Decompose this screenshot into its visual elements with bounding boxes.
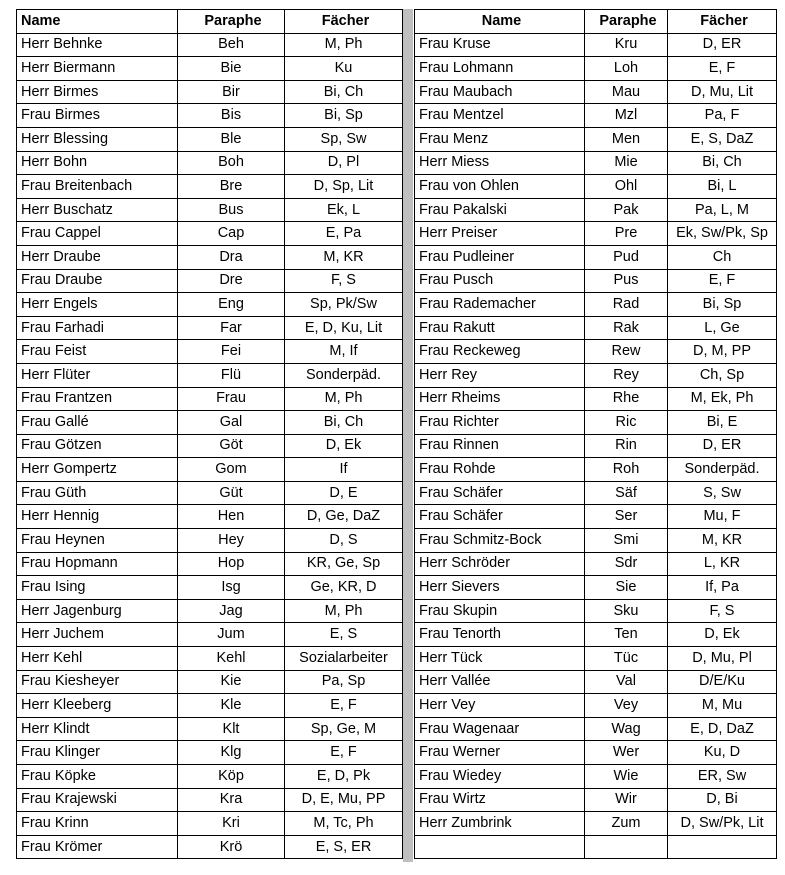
- teacher-subjects: Bi, Ch: [285, 411, 403, 435]
- teacher-name: Herr Hennig: [17, 505, 178, 529]
- teacher-name: Frau Schmitz-Bock: [415, 529, 585, 553]
- teacher-subjects: M, KR: [668, 529, 777, 553]
- teacher-name: Frau Pakalski: [415, 198, 585, 222]
- teacher-name: Frau Wiedey: [415, 765, 585, 789]
- teacher-paraphe: Rin: [585, 434, 668, 458]
- teacher-name: Herr Birmes: [17, 80, 178, 104]
- teacher-subjects: M, Ek, Ph: [668, 387, 777, 411]
- table-row: [415, 151, 777, 175]
- teacher-name: Frau Breitenbach: [17, 175, 178, 199]
- teacher-subjects: D, S: [285, 529, 403, 553]
- teacher-paraphe: Zum: [585, 812, 668, 836]
- table-row: [415, 481, 777, 505]
- teacher-paraphe: Wie: [585, 765, 668, 789]
- teacher-name: Frau Werner: [415, 741, 585, 765]
- table-row: [17, 529, 403, 553]
- teacher-name: Frau Schäfer: [415, 481, 585, 505]
- teacher-paraphe: Vey: [585, 694, 668, 718]
- teacher-name: Herr Engels: [17, 293, 178, 317]
- teacher-name: Frau Kiesheyer: [17, 670, 178, 694]
- teacher-name: Frau Krajewski: [17, 788, 178, 812]
- teacher-subjects: D, ER: [668, 33, 777, 57]
- teacher-subjects: E, Pa: [285, 222, 403, 246]
- teacher-name: Herr Rheims: [415, 387, 585, 411]
- teacher-name: Frau Heynen: [17, 529, 178, 553]
- teacher-name: Frau Krinn: [17, 812, 178, 836]
- table-row: [415, 198, 777, 222]
- teacher-subjects: E, F: [285, 741, 403, 765]
- table-row: [415, 175, 777, 199]
- table-row: [415, 741, 777, 765]
- teacher-name: Herr Tück: [415, 647, 585, 671]
- table-body-left: [17, 33, 403, 859]
- teacher-paraphe: Göt: [178, 434, 285, 458]
- header-row: [415, 10, 777, 34]
- table-row: [415, 127, 777, 151]
- teacher-paraphe: Säf: [585, 481, 668, 505]
- teacher-subjects: E, D, Pk: [285, 765, 403, 789]
- teacher-paraphe: Rad: [585, 293, 668, 317]
- table-row: [415, 647, 777, 671]
- table-row: [415, 434, 777, 458]
- teacher-subjects: D, Pl: [285, 151, 403, 175]
- teacher-paraphe: Flü: [178, 363, 285, 387]
- teacher-subjects: D, Ek: [668, 623, 777, 647]
- teacher-paraphe: Gom: [178, 458, 285, 482]
- teacher-name: Herr Preiser: [415, 222, 585, 246]
- table-row: [17, 481, 403, 505]
- table-row: [17, 835, 403, 859]
- table-row: [415, 293, 777, 317]
- teacher-subjects: E, S, DaZ: [668, 127, 777, 151]
- teacher-subjects: E, F: [285, 694, 403, 718]
- teacher-name: Herr Miess: [415, 151, 585, 175]
- teacher-paraphe: Mau: [585, 80, 668, 104]
- table-row: [415, 316, 777, 340]
- teacher-subjects: M, Ph: [285, 33, 403, 57]
- teacher-name: Frau Wagenaar: [415, 717, 585, 741]
- teacher-list: [16, 9, 776, 862]
- teacher-paraphe: Ble: [178, 127, 285, 151]
- teacher-subjects: E, F: [668, 269, 777, 293]
- table-row: [17, 269, 403, 293]
- table-row: [415, 411, 777, 435]
- teacher-name: Frau Maubach: [415, 80, 585, 104]
- teacher-subjects: D, Sw/Pk, Lit: [668, 812, 777, 836]
- teacher-name: Frau Götzen: [17, 434, 178, 458]
- teacher-paraphe: Güt: [178, 481, 285, 505]
- teacher-subjects: Ku: [285, 57, 403, 81]
- teacher-subjects: Mu, F: [668, 505, 777, 529]
- teacher-paraphe: Kri: [178, 812, 285, 836]
- teacher-paraphe: [585, 835, 668, 859]
- teacher-paraphe: Wag: [585, 717, 668, 741]
- teacher-name: Frau Mentzel: [415, 104, 585, 128]
- teacher-subjects: M, Tc, Ph: [285, 812, 403, 836]
- teacher-paraphe: Kru: [585, 33, 668, 57]
- table-row: [17, 741, 403, 765]
- teacher-paraphe: Kle: [178, 694, 285, 718]
- teacher-name: Frau Lohmann: [415, 57, 585, 81]
- teacher-subjects: Ge, KR, D: [285, 576, 403, 600]
- teacher-paraphe: Hop: [178, 552, 285, 576]
- table-row: [17, 104, 403, 128]
- teacher-paraphe: Pus: [585, 269, 668, 293]
- teacher-paraphe: Mie: [585, 151, 668, 175]
- table-row: [17, 57, 403, 81]
- teacher-paraphe: Bie: [178, 57, 285, 81]
- teacher-paraphe: Mzl: [585, 104, 668, 128]
- table-row: [415, 387, 777, 411]
- table-row: [17, 434, 403, 458]
- table-row: [415, 765, 777, 789]
- table-row: [415, 269, 777, 293]
- teacher-name: Frau Tenorth: [415, 623, 585, 647]
- teacher-subjects: Bi, Ch: [285, 80, 403, 104]
- teacher-name: Frau Ising: [17, 576, 178, 600]
- teacher-paraphe: Hey: [178, 529, 285, 553]
- teacher-name: Herr Jagenburg: [17, 599, 178, 623]
- teacher-name: Herr Biermann: [17, 57, 178, 81]
- table-row: [17, 175, 403, 199]
- teacher-name: Herr Vallée: [415, 670, 585, 694]
- teacher-name: Frau Schäfer: [415, 505, 585, 529]
- table-row: [17, 670, 403, 694]
- teacher-name: Frau Menz: [415, 127, 585, 151]
- teacher-paraphe: Dre: [178, 269, 285, 293]
- teacher-subjects: D, Ek: [285, 434, 403, 458]
- teacher-paraphe: Frau: [178, 387, 285, 411]
- column-header-paraphe: Paraphe: [585, 10, 668, 34]
- teacher-name: Frau Cappel: [17, 222, 178, 246]
- teacher-subjects: E, S: [285, 623, 403, 647]
- table-row: [415, 340, 777, 364]
- table-body-right: [415, 33, 777, 859]
- table-row: [415, 222, 777, 246]
- teacher-subjects: D, Mu, Lit: [668, 80, 777, 104]
- teacher-paraphe: Kehl: [178, 647, 285, 671]
- teacher-paraphe: Jag: [178, 599, 285, 623]
- teacher-subjects: D, Bi: [668, 788, 777, 812]
- teacher-subjects: M, Mu: [668, 694, 777, 718]
- teacher-paraphe: Pak: [585, 198, 668, 222]
- teacher-name: Frau Wirtz: [415, 788, 585, 812]
- table-row: [17, 127, 403, 151]
- teacher-table-left: [16, 9, 403, 859]
- teacher-subjects: E, D, DaZ: [668, 717, 777, 741]
- table-row: [17, 505, 403, 529]
- teacher-subjects: E, F: [668, 57, 777, 81]
- teacher-paraphe: Pud: [585, 245, 668, 269]
- column-header-name: Name: [17, 10, 178, 34]
- teacher-subjects: Sp, Ge, M: [285, 717, 403, 741]
- teacher-name: Frau Pusch: [415, 269, 585, 293]
- teacher-paraphe: Wer: [585, 741, 668, 765]
- teacher-subjects: D, E, Mu, PP: [285, 788, 403, 812]
- column-header-faecher: Fächer: [668, 10, 777, 34]
- table-row: [415, 245, 777, 269]
- teacher-name: Herr Schröder: [415, 552, 585, 576]
- table-row: [17, 80, 403, 104]
- table-row: [17, 33, 403, 57]
- table-row: [17, 363, 403, 387]
- teacher-name: Herr Blessing: [17, 127, 178, 151]
- teacher-paraphe: Sie: [585, 576, 668, 600]
- table-row: [17, 599, 403, 623]
- teacher-name: Herr Zumbrink: [415, 812, 585, 836]
- table-row: [415, 552, 777, 576]
- table-row: [17, 387, 403, 411]
- teacher-name: Frau Güth: [17, 481, 178, 505]
- table-row: [17, 198, 403, 222]
- table-row: [17, 765, 403, 789]
- teacher-subjects: M, KR: [285, 245, 403, 269]
- teacher-paraphe: Rew: [585, 340, 668, 364]
- table-row: [17, 245, 403, 269]
- teacher-subjects: D, Mu, Pl: [668, 647, 777, 671]
- teacher-subjects: D/E/Ku: [668, 670, 777, 694]
- teacher-subjects: Bi, L: [668, 175, 777, 199]
- teacher-name: Frau Rinnen: [415, 434, 585, 458]
- teacher-subjects: M, Ph: [285, 599, 403, 623]
- teacher-name: Frau Rohde: [415, 458, 585, 482]
- teacher-subjects: E, D, Ku, Lit: [285, 316, 403, 340]
- teacher-subjects: Bi, E: [668, 411, 777, 435]
- teacher-name: Frau Farhadi: [17, 316, 178, 340]
- teacher-subjects: Bi, Sp: [285, 104, 403, 128]
- teacher-paraphe: Ten: [585, 623, 668, 647]
- teacher-paraphe: Fei: [178, 340, 285, 364]
- table-row: [17, 222, 403, 246]
- table-row: [415, 104, 777, 128]
- teacher-paraphe: Bus: [178, 198, 285, 222]
- teacher-paraphe: Jum: [178, 623, 285, 647]
- teacher-name: Frau Reckeweg: [415, 340, 585, 364]
- table-row: [415, 33, 777, 57]
- teacher-name: Herr Rey: [415, 363, 585, 387]
- teacher-subjects: If, Pa: [668, 576, 777, 600]
- teacher-name: Herr Kleeberg: [17, 694, 178, 718]
- teacher-name: Herr Buschatz: [17, 198, 178, 222]
- teacher-subjects: F, S: [285, 269, 403, 293]
- table-row: [415, 599, 777, 623]
- teacher-name: Frau Skupin: [415, 599, 585, 623]
- teacher-paraphe: Bis: [178, 104, 285, 128]
- teacher-name: Herr Sievers: [415, 576, 585, 600]
- column-header-name: Name: [415, 10, 585, 34]
- teacher-name: Frau Kruse: [415, 33, 585, 57]
- teacher-name: Frau Pudleiner: [415, 245, 585, 269]
- teacher-subjects: Sonderpäd.: [285, 363, 403, 387]
- teacher-name: Frau Frantzen: [17, 387, 178, 411]
- teacher-name: Herr Flüter: [17, 363, 178, 387]
- header-row: [17, 10, 403, 34]
- teacher-subjects: Sozialarbeiter: [285, 647, 403, 671]
- table-row: [415, 835, 777, 859]
- teacher-name: [415, 835, 585, 859]
- teacher-name: Herr Vey: [415, 694, 585, 718]
- teacher-paraphe: Wir: [585, 788, 668, 812]
- teacher-paraphe: Rhe: [585, 387, 668, 411]
- teacher-subjects: D, ER: [668, 434, 777, 458]
- teacher-name: Frau Gallé: [17, 411, 178, 435]
- teacher-paraphe: Roh: [585, 458, 668, 482]
- teacher-paraphe: Sku: [585, 599, 668, 623]
- teacher-subjects: Bi, Ch: [668, 151, 777, 175]
- teacher-subjects: Ch: [668, 245, 777, 269]
- teacher-subjects: Pa, Sp: [285, 670, 403, 694]
- teacher-subjects: ER, Sw: [668, 765, 777, 789]
- teacher-paraphe: Bre: [178, 175, 285, 199]
- teacher-paraphe: Gal: [178, 411, 285, 435]
- teacher-paraphe: Men: [585, 127, 668, 151]
- table-row: [17, 340, 403, 364]
- teacher-subjects: M, Ph: [285, 387, 403, 411]
- table-row: [415, 788, 777, 812]
- table-row: [415, 576, 777, 600]
- teacher-paraphe: Ohl: [585, 175, 668, 199]
- teacher-name: Herr Draube: [17, 245, 178, 269]
- teacher-paraphe: Klt: [178, 717, 285, 741]
- teacher-name: Herr Kehl: [17, 647, 178, 671]
- table-row: [415, 458, 777, 482]
- teacher-subjects: Pa, L, M: [668, 198, 777, 222]
- teacher-paraphe: Isg: [178, 576, 285, 600]
- teacher-subjects: Ku, D: [668, 741, 777, 765]
- teacher-subjects: D, Sp, Lit: [285, 175, 403, 199]
- teacher-subjects: F, S: [668, 599, 777, 623]
- teacher-paraphe: Bir: [178, 80, 285, 104]
- teacher-name: Frau von Ohlen: [415, 175, 585, 199]
- table-row: [415, 363, 777, 387]
- teacher-name: Frau Draube: [17, 269, 178, 293]
- teacher-paraphe: Rey: [585, 363, 668, 387]
- teacher-paraphe: Cap: [178, 222, 285, 246]
- teacher-name: Frau Krömer: [17, 835, 178, 859]
- table-row: [415, 670, 777, 694]
- teacher-name: Herr Gompertz: [17, 458, 178, 482]
- teacher-subjects: If: [285, 458, 403, 482]
- column-header-paraphe: Paraphe: [178, 10, 285, 34]
- teacher-subjects: Pa, F: [668, 104, 777, 128]
- teacher-subjects: D, Ge, DaZ: [285, 505, 403, 529]
- table-row: [415, 529, 777, 553]
- teacher-subjects: [668, 835, 777, 859]
- teacher-subjects: Sp, Sw: [285, 127, 403, 151]
- teacher-name: Herr Behnke: [17, 33, 178, 57]
- teacher-subjects: KR, Ge, Sp: [285, 552, 403, 576]
- table-row: [17, 458, 403, 482]
- teacher-subjects: Bi, Sp: [668, 293, 777, 317]
- teacher-paraphe: Ric: [585, 411, 668, 435]
- teacher-name: Herr Juchem: [17, 623, 178, 647]
- teacher-paraphe: Eng: [178, 293, 285, 317]
- teacher-paraphe: Pre: [585, 222, 668, 246]
- teacher-paraphe: Ser: [585, 505, 668, 529]
- teacher-paraphe: Klg: [178, 741, 285, 765]
- teacher-name: Frau Richter: [415, 411, 585, 435]
- teacher-paraphe: Kie: [178, 670, 285, 694]
- table-row: [415, 505, 777, 529]
- teacher-paraphe: Boh: [178, 151, 285, 175]
- teacher-paraphe: Val: [585, 670, 668, 694]
- column-header-faecher: Fächer: [285, 10, 403, 34]
- teacher-subjects: L, KR: [668, 552, 777, 576]
- table-row: [17, 151, 403, 175]
- teacher-subjects: L, Ge: [668, 316, 777, 340]
- table-row: [17, 293, 403, 317]
- teacher-paraphe: Hen: [178, 505, 285, 529]
- table-row: [415, 623, 777, 647]
- teacher-name: Herr Klindt: [17, 717, 178, 741]
- teacher-name: Frau Köpke: [17, 765, 178, 789]
- table-row: [17, 411, 403, 435]
- teacher-paraphe: Smi: [585, 529, 668, 553]
- teacher-paraphe: Kra: [178, 788, 285, 812]
- table-row: [415, 717, 777, 741]
- teacher-subjects: D, E: [285, 481, 403, 505]
- table-row: [17, 623, 403, 647]
- teacher-subjects: E, S, ER: [285, 835, 403, 859]
- teacher-subjects: Sp, Pk/Sw: [285, 293, 403, 317]
- teacher-name: Frau Feist: [17, 340, 178, 364]
- teacher-paraphe: Tüc: [585, 647, 668, 671]
- teacher-name: Frau Klinger: [17, 741, 178, 765]
- teacher-subjects: Ek, L: [285, 198, 403, 222]
- teacher-name: Frau Rademacher: [415, 293, 585, 317]
- teacher-subjects: M, If: [285, 340, 403, 364]
- table-row: [415, 694, 777, 718]
- teacher-paraphe: Far: [178, 316, 285, 340]
- table-row: [17, 694, 403, 718]
- teacher-subjects: Ek, Sw/Pk, Sp: [668, 222, 777, 246]
- teacher-paraphe: Rak: [585, 316, 668, 340]
- teacher-name: Herr Bohn: [17, 151, 178, 175]
- table-row: [17, 788, 403, 812]
- table-row: [415, 80, 777, 104]
- teacher-name: Frau Birmes: [17, 104, 178, 128]
- teacher-subjects: Sonderpäd.: [668, 458, 777, 482]
- teacher-name: Frau Rakutt: [415, 316, 585, 340]
- teacher-paraphe: Dra: [178, 245, 285, 269]
- teacher-paraphe: Sdr: [585, 552, 668, 576]
- teacher-name: Frau Hopmann: [17, 552, 178, 576]
- teacher-paraphe: Beh: [178, 33, 285, 57]
- table-row: [17, 316, 403, 340]
- teacher-subjects: S, Sw: [668, 481, 777, 505]
- table-row: [415, 57, 777, 81]
- teacher-subjects: D, M, PP: [668, 340, 777, 364]
- table-row: [17, 552, 403, 576]
- teacher-paraphe: Krö: [178, 835, 285, 859]
- table-row: [17, 812, 403, 836]
- table-row: [415, 812, 777, 836]
- table-row: [17, 647, 403, 671]
- teacher-paraphe: Köp: [178, 765, 285, 789]
- teacher-subjects: Ch, Sp: [668, 363, 777, 387]
- teacher-table-right: [414, 9, 777, 859]
- teacher-paraphe: Loh: [585, 57, 668, 81]
- column-separator: [403, 9, 413, 862]
- table-row: [17, 576, 403, 600]
- table-row: [17, 717, 403, 741]
